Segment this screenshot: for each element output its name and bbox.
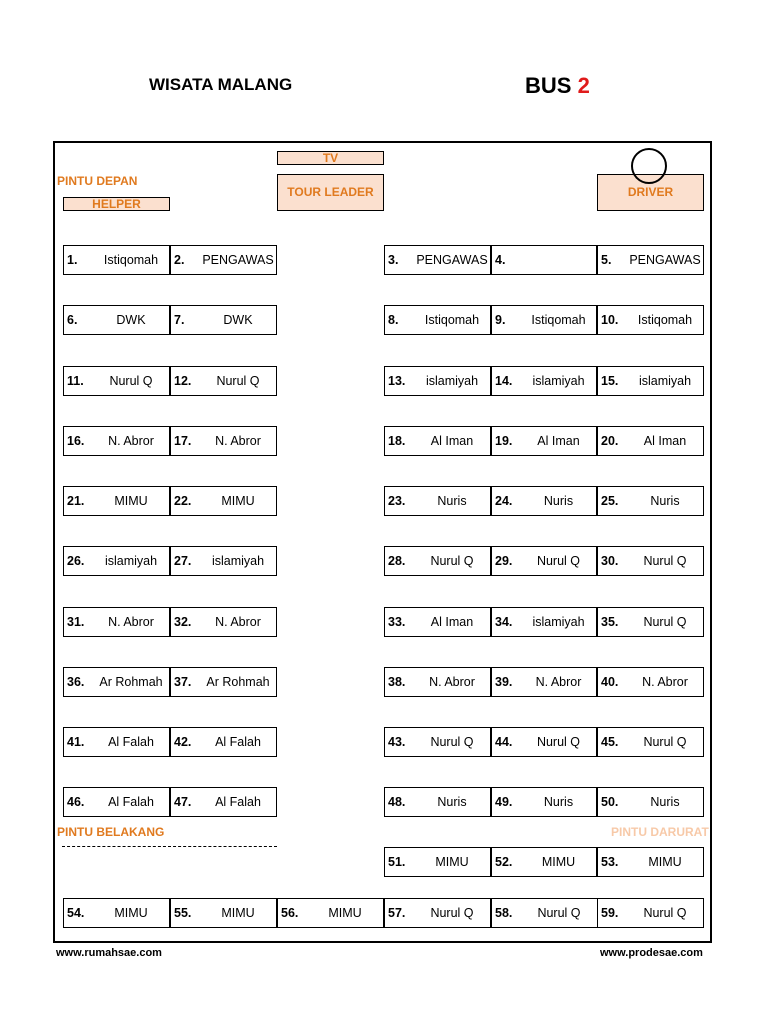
- seat-occupant: N. Abror: [642, 675, 688, 689]
- seat-number: 14.: [495, 374, 513, 388]
- seat[interactable]: [170, 898, 277, 928]
- seat-number: 35.: [601, 615, 619, 629]
- seat[interactable]: [491, 426, 597, 456]
- driver-label: DRIVER: [597, 174, 704, 211]
- seat[interactable]: [63, 898, 170, 928]
- seat-occupant: Istiqomah: [424, 313, 480, 327]
- seat-number: 57.: [388, 906, 406, 920]
- seat[interactable]: [63, 667, 170, 697]
- seat[interactable]: [170, 667, 277, 697]
- seat-occupant: Al Falah: [215, 735, 261, 749]
- seat-occupant: Ar Rohmah: [206, 675, 270, 689]
- seat-occupant: Nuris: [543, 494, 574, 508]
- seat-occupant: Al Falah: [108, 795, 154, 809]
- seat-number: 41.: [67, 735, 85, 749]
- seat-number: 59.: [601, 906, 619, 920]
- seat[interactable]: [63, 305, 170, 335]
- seat-occupant: Nurul Q: [643, 615, 687, 629]
- seat[interactable]: [491, 787, 597, 817]
- seat-number: 54.: [67, 906, 85, 920]
- seat[interactable]: [170, 426, 277, 456]
- seat-occupant: Nuris: [650, 795, 680, 809]
- bus-label-text: BUS: [525, 73, 572, 98]
- seat-occupant: Al Iman: [537, 434, 580, 448]
- seat-occupant: MIMU: [435, 855, 469, 869]
- seat-occupant: DWK: [116, 313, 146, 327]
- seat[interactable]: [491, 546, 597, 576]
- seat[interactable]: [597, 727, 704, 757]
- seat-occupant: Nurul Q: [430, 735, 474, 749]
- seat[interactable]: [63, 727, 170, 757]
- seat-occupant: Istiqomah: [531, 313, 586, 327]
- seat-occupant: islamiyah: [104, 554, 158, 568]
- seat[interactable]: [597, 305, 704, 335]
- seat-number: 9.: [495, 313, 506, 327]
- bus-number: 2: [577, 73, 590, 98]
- seat-number: 39.: [495, 675, 513, 689]
- seat[interactable]: [597, 366, 704, 396]
- seat-occupant: Nuris: [437, 494, 467, 508]
- seat-number: 58.: [495, 906, 513, 920]
- seat-number: 17.: [174, 434, 192, 448]
- seat-occupant: Nuris: [650, 494, 680, 508]
- seat-number: 50.: [601, 795, 619, 809]
- seat[interactable]: [170, 305, 277, 335]
- seat[interactable]: [491, 305, 597, 335]
- seat[interactable]: [384, 546, 491, 576]
- seat-occupant: PENGAWAS: [202, 253, 274, 267]
- seat[interactable]: [63, 486, 170, 516]
- seat-occupant: Nuris: [437, 795, 467, 809]
- seat[interactable]: [597, 245, 704, 275]
- seat-number: 33.: [388, 615, 406, 629]
- seat-number: 46.: [67, 795, 85, 809]
- seat-occupant: Nuris: [543, 795, 574, 809]
- seat-occupant: Ar Rohmah: [99, 675, 163, 689]
- seat-number: 29.: [495, 554, 513, 568]
- seat[interactable]: [491, 847, 597, 877]
- seat-number: 40.: [601, 675, 619, 689]
- seat-occupant: islamiyah: [532, 374, 585, 388]
- seat[interactable]: [384, 727, 491, 757]
- seat-occupant: Nurul Q: [643, 735, 687, 749]
- seat-number: 12.: [174, 374, 192, 388]
- seat-number: 18.: [388, 434, 406, 448]
- seat-occupant: islamiyah: [425, 374, 479, 388]
- seat[interactable]: [384, 245, 491, 275]
- seat-number: 13.: [388, 374, 406, 388]
- seat-occupant: MIMU: [221, 494, 255, 508]
- seat[interactable]: [491, 245, 597, 275]
- seat-number: 4.: [495, 253, 506, 267]
- seat[interactable]: [170, 486, 277, 516]
- tv-label: TV: [277, 151, 384, 165]
- seat-number: 38.: [388, 675, 406, 689]
- seat[interactable]: [384, 486, 491, 516]
- seat-number: 32.: [174, 615, 192, 629]
- seat-number: 11.: [67, 374, 84, 388]
- seat-number: 5.: [601, 253, 612, 267]
- seat[interactable]: [170, 546, 277, 576]
- seat[interactable]: [63, 607, 170, 637]
- seat-number: 24.: [495, 494, 513, 508]
- seat-number: 16.: [67, 434, 85, 448]
- steering-wheel-icon: [631, 148, 667, 184]
- seat[interactable]: [597, 486, 704, 516]
- seat[interactable]: [170, 607, 277, 637]
- seat[interactable]: [170, 787, 277, 817]
- back-door-label: PINTU BELAKANG: [57, 825, 165, 839]
- seat-occupant: Al Falah: [215, 795, 261, 809]
- seat[interactable]: [597, 898, 704, 928]
- seat-occupant: islamiyah: [211, 554, 265, 568]
- seat-number: 21.: [67, 494, 85, 508]
- front-door-label: PINTU DEPAN: [57, 174, 138, 188]
- seat[interactable]: [384, 667, 491, 697]
- seat-occupant: Nurul Q: [643, 554, 687, 568]
- seat-number: 45.: [601, 735, 619, 749]
- seat-number: 47.: [174, 795, 192, 809]
- seat-occupant: N. Abror: [429, 675, 475, 689]
- seat-number: 37.: [174, 675, 192, 689]
- bus-label: [525, 73, 590, 99]
- seat-number: 6.: [67, 313, 78, 327]
- seat-number: 53.: [601, 855, 619, 869]
- seat-number: 43.: [388, 735, 406, 749]
- seat-occupant: islamiyah: [638, 374, 692, 388]
- seat-occupant: N. Abror: [108, 434, 154, 448]
- seat-occupant: N. Abror: [215, 434, 261, 448]
- seat-number: 55.: [174, 906, 192, 920]
- seat-number: 27.: [174, 554, 192, 568]
- seat[interactable]: [384, 305, 491, 335]
- seat-occupant: Al Falah: [108, 735, 154, 749]
- seat-number: 28.: [388, 554, 406, 568]
- seat[interactable]: [491, 366, 597, 396]
- seat[interactable]: [384, 787, 491, 817]
- seat[interactable]: [491, 486, 597, 516]
- seat-number: 20.: [601, 434, 619, 448]
- seat-occupant: Nurul Q: [109, 374, 153, 388]
- seat-number: 48.: [388, 795, 406, 809]
- seat[interactable]: [597, 426, 704, 456]
- seat-number: 8.: [388, 313, 399, 327]
- seat-occupant: Istiqomah: [637, 313, 693, 327]
- seat-occupant: islamiyah: [532, 615, 585, 629]
- seat-occupant: Al Iman: [430, 434, 474, 448]
- seat[interactable]: [384, 898, 491, 928]
- seat-occupant: PENGAWAS: [416, 253, 488, 267]
- seat[interactable]: [170, 366, 277, 396]
- seat-occupant: DWK: [223, 313, 253, 327]
- seat-occupant: N. Abror: [535, 675, 582, 689]
- seat-occupant: N. Abror: [215, 615, 261, 629]
- seat-number: 25.: [601, 494, 619, 508]
- seat-number: 3.: [388, 253, 399, 267]
- seat-occupant: N. Abror: [108, 615, 154, 629]
- seat-number: 52.: [495, 855, 513, 869]
- seat-number: 2.: [174, 253, 185, 267]
- seat-number: 42.: [174, 735, 192, 749]
- seat-occupant: MIMU: [541, 855, 576, 869]
- seat-occupant: Al Iman: [430, 615, 474, 629]
- seat[interactable]: [384, 366, 491, 396]
- emergency-door-label: PINTU DARURAT: [611, 825, 709, 839]
- seat[interactable]: [384, 847, 491, 877]
- seat-number: 51.: [388, 855, 406, 869]
- seat[interactable]: [170, 245, 277, 275]
- seat-number: 44.: [495, 735, 513, 749]
- seat-occupant: MIMU: [328, 906, 362, 920]
- footer-right-link[interactable]: www.prodesae.com: [600, 947, 703, 959]
- seat-number: 23.: [388, 494, 406, 508]
- seat-occupant: Nurul Q: [430, 906, 474, 920]
- seat[interactable]: [597, 546, 704, 576]
- page-title: WISATA MALANG: [149, 75, 293, 94]
- footer-left-link[interactable]: www.rumahsae.com: [56, 947, 162, 959]
- seat-number: 1.: [67, 253, 78, 267]
- seat[interactable]: [384, 426, 491, 456]
- back-door-divider: [62, 846, 277, 847]
- seat-occupant: Nurul Q: [643, 906, 687, 920]
- seat[interactable]: [277, 898, 384, 928]
- seat-number: 22.: [174, 494, 192, 508]
- seat-occupant: Nurul Q: [216, 374, 260, 388]
- seat-occupant: MIMU: [114, 494, 148, 508]
- seat[interactable]: [491, 607, 597, 637]
- seat-number: 49.: [495, 795, 513, 809]
- seat[interactable]: [63, 366, 170, 396]
- seat-number: 7.: [174, 313, 185, 327]
- seat-occupant: Al Iman: [643, 434, 687, 448]
- seat-number: 56.: [281, 906, 299, 920]
- seat[interactable]: [491, 898, 598, 928]
- helper-label: HELPER: [63, 197, 170, 211]
- seat[interactable]: [63, 787, 170, 817]
- seat[interactable]: [63, 426, 170, 456]
- seat-occupant: Nurul Q: [537, 906, 581, 920]
- seat-occupant: PENGAWAS: [629, 253, 701, 267]
- seat[interactable]: [384, 607, 491, 637]
- seat[interactable]: [170, 727, 277, 757]
- seat-number: 19.: [495, 434, 513, 448]
- seat-occupant: Nurul Q: [430, 554, 474, 568]
- seat[interactable]: [491, 667, 597, 697]
- seat-number: 10.: [601, 313, 619, 327]
- seat-number: 30.: [601, 554, 619, 568]
- seat-occupant: MIMU: [221, 906, 255, 920]
- seat[interactable]: [597, 847, 704, 877]
- seat[interactable]: [491, 727, 597, 757]
- seat[interactable]: [63, 245, 170, 275]
- seat-occupant: Istiqomah: [103, 253, 159, 267]
- seat-occupant: Nurul Q: [536, 735, 581, 749]
- seat-occupant: MIMU: [114, 906, 148, 920]
- seat-number: 34.: [495, 615, 513, 629]
- tour-leader-label: TOUR LEADER: [277, 174, 384, 211]
- seat[interactable]: [63, 546, 170, 576]
- seat[interactable]: [597, 607, 704, 637]
- seat-occupant: Nurul Q: [536, 554, 581, 568]
- seat-number: 31.: [67, 615, 85, 629]
- seat-occupant: MIMU: [648, 855, 682, 869]
- seat-number: 15.: [601, 374, 619, 388]
- seat[interactable]: [597, 667, 704, 697]
- seat-number: 36.: [67, 675, 85, 689]
- seat[interactable]: [597, 787, 704, 817]
- seat-number: 26.: [67, 554, 85, 568]
